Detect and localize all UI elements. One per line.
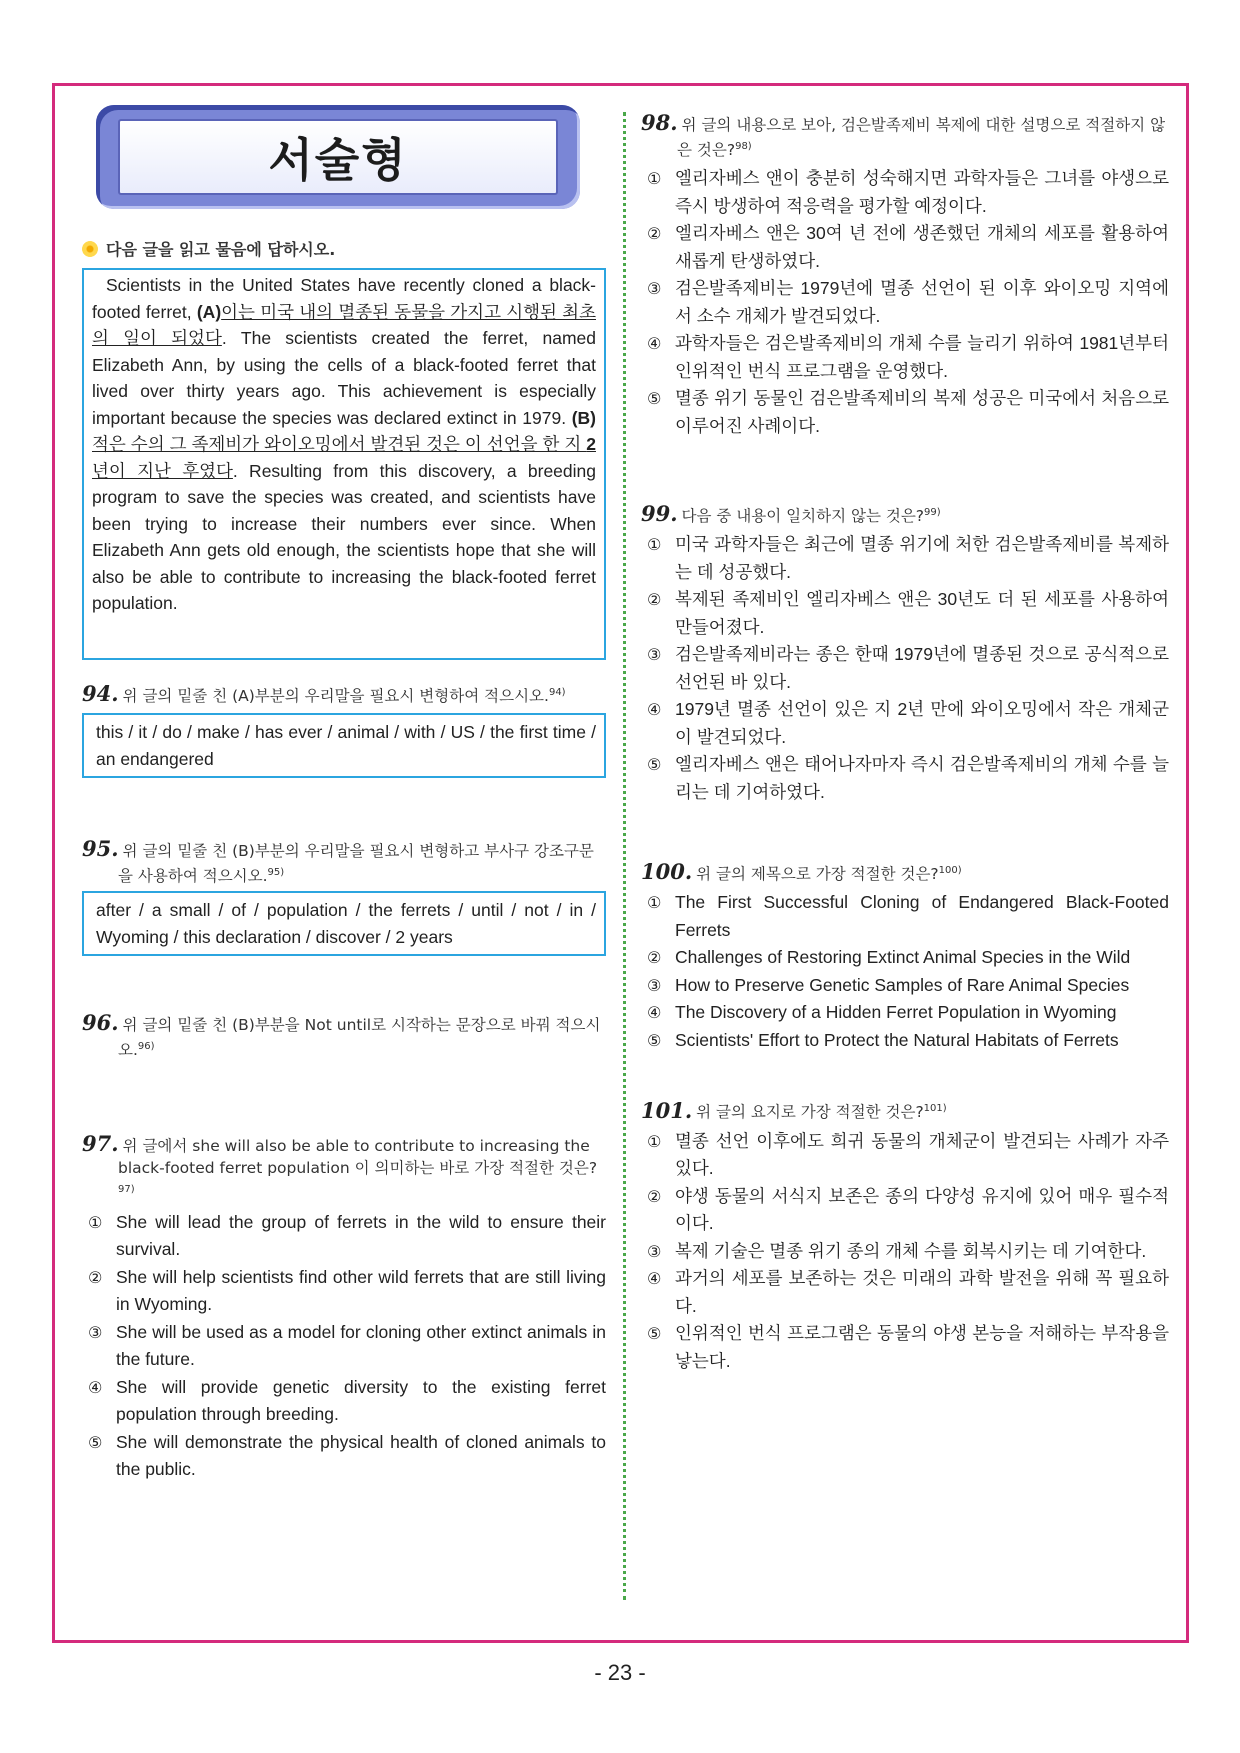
- label-a: (A): [196, 301, 222, 322]
- option-98-3[interactable]: ③ 검은발족제비는 1979년에 멸종 선언이 된 이후 와이오밍 지역에서 소수 개체가 발견되었다.: [647, 278, 1169, 326]
- flower-icon: [82, 241, 98, 257]
- option-101-2[interactable]: ② 야생 동물의 서식지 보존은 종의 다양성 유지에 있어 매우 필수적이다.: [647, 1185, 1169, 1234]
- options-97: [82, 1209, 606, 1484]
- word-box-95: after / a small / of / population / the ferrets / until / not / in / Wyoming / this declaration / discover / 2 years: [82, 891, 606, 956]
- option-97-5[interactable]: ⑤ She will demonstrate the physical health of cloned animals to the public.: [88, 1431, 606, 1480]
- option-97-1[interactable]: ① She will lead the group of ferrets in the wild to ensure their survival.: [88, 1211, 606, 1260]
- question-97: 97. 위 글에서 she will also be able to contribute to increasing the black-footed ferret population 이 의미하는 바로 가장 적절한 것은?$^{97)}$: [82, 1131, 598, 1196]
- option-100-2[interactable]: ② Challenges of Restoring Extinct Animal Species in the Wild: [647, 947, 1131, 968]
- options-98: [641, 165, 1169, 440]
- option-99-1[interactable]: ① 미국 과학자들은 최근에 멸종 위기에 처한 검은발족제비를 복제하는 데 성공했다.: [647, 534, 1169, 582]
- options-101: [641, 1128, 1169, 1376]
- section-title: 서술형: [268, 133, 408, 187]
- question-101: 101. 위 글의 요지로 가장 적절한 것은?$^{101)}$: [641, 1097, 947, 1123]
- option-98-1[interactable]: ① 엘리자베스 앤이 충분히 성숙해지면 과학자들은 그녀를 야생으로 즉시 방생하여 적응력을 평가할 예정이다.: [647, 168, 1169, 216]
- question-99: 99. 다음 중 내용이 일치하지 않는 것은?$^{99)}$: [641, 501, 941, 527]
- option-99-3[interactable]: ③ 검은발족제비라는 종은 한때 1979년에 멸종된 것으로 공식적으로 선언된 바 있다.: [647, 644, 1169, 692]
- options-100: [641, 889, 1169, 1054]
- instruction: 다음 글을 읽고 물음에 답하시오.: [82, 237, 606, 260]
- option-101-4[interactable]: ④ 과거의 세포를 보존하는 것은 미래의 과학 발전을 위해 꼭 필요하다.: [647, 1268, 1169, 1316]
- option-101-1[interactable]: ① 멸종 선언 이후에도 희귀 동물의 개체군이 발견되는 사례가 자주 있다.: [647, 1130, 1169, 1179]
- option-99-2[interactable]: ② 복제된 족제비인 엘리자베스 앤은 30년도 더 된 세포를 사용하여 만들어졌다.: [647, 589, 1169, 637]
- column-divider: [623, 112, 626, 1600]
- option-100-4[interactable]: ④ The Discovery of a Hidden Ferret Population in Wyoming: [647, 1002, 1117, 1023]
- option-97-3[interactable]: ③ She will be used as a model for cloning other extinct animals in the future.: [88, 1321, 606, 1370]
- option-97-2[interactable]: ② She will help scientists find other wild ferrets that are still living in Wyoming.: [88, 1266, 606, 1315]
- question-100: 100. 위 글의 제목으로 가장 적절한 것은?$^{100)}$: [641, 859, 962, 885]
- left-column: [82, 105, 606, 1484]
- option-98-5[interactable]: ⑤ 멸종 위기 동물인 검은발족제비의 복제 성공은 미국에서 처음으로 이루어진 사례이다.: [647, 388, 1169, 436]
- option-100-5[interactable]: ⑤ Scientists' Effort to Protect the Natural Habitats of Ferrets: [647, 1029, 1119, 1050]
- option-99-5[interactable]: ⑤ 엘리자베스 앤은 태어나자마자 즉시 검은발족제비의 개체 수를 늘리는 데 기여하였다.: [647, 754, 1169, 802]
- option-100-1[interactable]: ① The First Successful Cloning of Endangered Black-Footed Ferrets: [647, 892, 1169, 940]
- option-100-3[interactable]: ③ How to Preserve Genetic Samples of Rare Animal Species: [647, 974, 1130, 995]
- option-97-4[interactable]: ④ She will provide genetic diversity to the existing ferret population through breeding.: [88, 1376, 606, 1425]
- section-banner: [96, 105, 580, 209]
- word-box-94: this / it / do / make / has ever / animal / with / US / the first time / an endangered: [82, 713, 606, 778]
- question-94: 94. 위 글의 밑줄 친 (A)부분의 우리말을 필요시 변형하여 적으시오.$^{94)}$: [82, 681, 566, 707]
- option-101-5[interactable]: ⑤ 인위적인 번식 프로그램은 동물의 야생 본능을 저해하는 부작용을 낳는다.: [647, 1323, 1169, 1371]
- page-number: - 23 -: [594, 1660, 646, 1685]
- option-101-3[interactable]: ③ 복제 기술은 멸종 위기 종의 개체 수를 회복시키는 데 기여한다.: [647, 1240, 1147, 1261]
- underlined-a: 이는 미국 내의 멸종된 동물을 가지고 시행된 최초의 일이 되었다: [92, 301, 596, 348]
- options-99: [641, 531, 1169, 806]
- option-99-4[interactable]: ④ 1979년 멸종 선언이 있은 지 2년 만에 와이오밍에서 작은 개체군이 발견되었다.: [647, 699, 1169, 747]
- question-96: 96. 위 글의 밑줄 친 (B)부분을 Not until로 시작하는 문장으로 바꿔 적으시오.$^{96)}$: [82, 1010, 601, 1060]
- underlined-b: 적은 수의 그 족제비가 와이오밍에서 발견된 것은 이 선언을 한 지 2년이 지난 후였다: [92, 434, 596, 481]
- option-98-4[interactable]: ④ 과학자들은 검은발족제비의 개체 수를 늘리기 위하여 1981년부터 인위적인 번식 프로그램을 운영했다.: [647, 333, 1169, 381]
- question-98: 98. 위 글의 내용으로 보아, 검은발족제비 복제에 대한 설명으로 적절하지 않은 것은?$^{98)}$: [641, 110, 1166, 160]
- right-column: [641, 112, 1169, 1375]
- question-95: 95. 위 글의 밑줄 친 (B)부분의 우리말을 필요시 변형하고 부사구 강조구문을 사용하여 적으시오.$^{95)}$: [82, 836, 594, 886]
- reading-passage: Scientists in the United States have recently cloned a black-footed ferret, (A)이는 미국 내의 멸종된 동물을 가지고 시행된 최초의 일이 되었다. The scientists created the ferret, named Elizabeth Ann, by using the cells of a black-footed ferret that lived over thirty years ago. This achievement is especially important because the species was declared extinct in 1979. (B)적은 수의 그 족제비가 와이오밍에서 발견된 것은 이 선언을 한 지 2년이 지난 후였다. Resulting from this discovery, a breeding program to save the species was created, and scientists have been trying to increase their numbers ever since. When Elizabeth Ann gets old enough, the scientists hope that she will also be able to contribute to increasing the black-footed ferret population.: [82, 268, 606, 660]
- option-98-2[interactable]: ② 엘리자베스 앤은 30여 년 전에 생존했던 개체의 세포를 활용하여 새롭게 탄생하였다.: [647, 223, 1169, 271]
- label-b: (B): [571, 407, 596, 428]
